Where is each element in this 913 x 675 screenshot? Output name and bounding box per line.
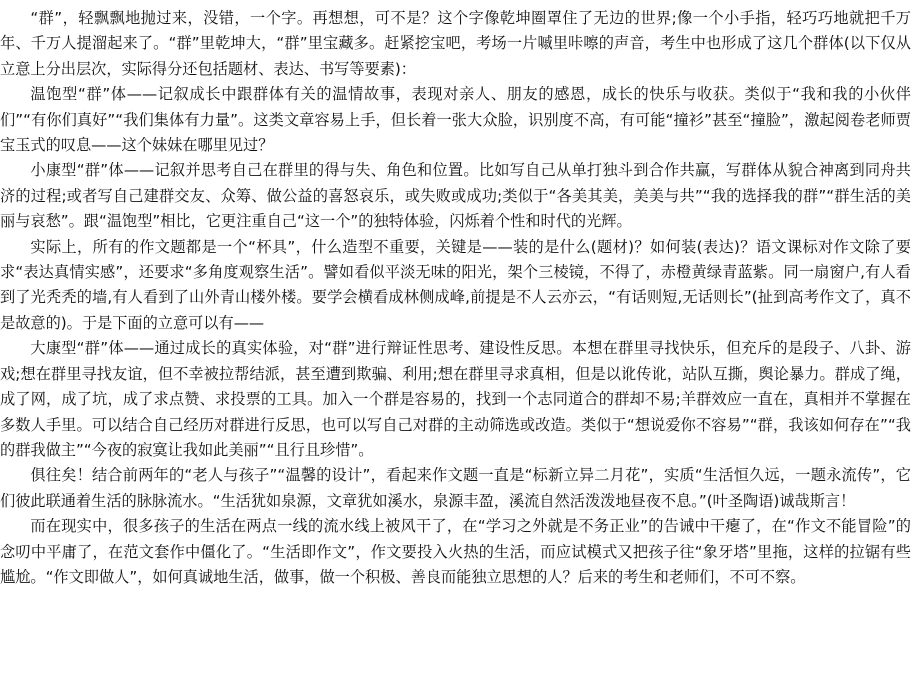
paragraph-intro: “群”，轻飘飘地抛过来，没错，一个字。再想想，可不是？这个字像乾坤圈罩住了无边的世界;像一个小手指，轻巧巧地就把千万年、千万人提溜起来了。“群”里乾坤大，“群”里宝藏多。赶紧挖宝吧，考场一片嘁里咔嚓的声音，考生中也形成了这几个群体(以下仅从立意上分出层次，实际得分还包括题材、表达、书写等要素)：: [0, 9, 911, 78]
paragraph-juwangyi: 俱往矣！结合前两年的“老人与孩子”“温馨的设计”，看起来作文题一直是“标新立异二月花”，实质“生活恒久远，一题永流传”，它们彼此联通着生活的脉脉流水。“生活犹如泉源，文章犹如溪水，泉源丰盈，溪流自然活泼泼地昼夜不息。”(叶圣陶语)诚哉斯言！: [0, 466, 911, 510]
paragraph-xiaokang: 小康型“群”体——记叙并思考自己在群里的得与失、角色和位置。比如写自己从单打独斗到合作共赢，写群体从貌合神离到同舟共济的过程;或者写自己建群交友、众筹、做公益的喜怒哀乐，或失败或成功;类似于“各美其美，美美与共”“我的选择我的群”“群生活的美丽与哀愁”。跟“温饱型”相比，它更注重自己“这一个”的独特体验，闪烁着个性和时代的光辉。: [0, 161, 911, 231]
paragraph-reality: 而在现实中，很多孩子的生活在两点一线的流水线上被风干了，在“学习之外就是不务正业”的告诫中干瘪了，在“作文不能冒险”的念叨中平庸了，在范文套作中僵化了。“生活即作文”，作文要投入火热的生活，而应试模式又把孩子往“象牙塔”里拖，这样的拉锯有些尴尬。“作文即做人”，如何真诚地生活，做事，做一个积极、善良而能独立思想的人？后来的考生和老师们，不可不察。: [0, 517, 911, 586]
paragraph-wenbao: 温饱型“群”体——记叙成长中跟群体有关的温情故事，表现对亲人、朋友的感恩，成长的快乐与收获。类似于“我和我的小伙伴们”“有你们真好”“我们集体有力量”。这类文章容易上手，但长着一张大众脸，识别度不高，有可能“撞衫”甚至“撞脸”，激起阅卷老师贾宝玉式的叹息——这个妹妹在哪里见过？: [0, 85, 911, 155]
paragraph-dakang: 大康型“群”体——通过成长的真实体验，对“群”进行辩证性思考、建设性反思。本想在群里寻找快乐，但充斥的是段子、八卦、游戏;想在群里寻找友谊，但不幸被拉帮结派，甚至遭到欺骗、利用;想在群里寻求真相，但是以讹传讹，站队互撕，舆论暴力。群成了绳，成了网，成了坑，成了求点赞、求投票的工具。加入一个群是容易的，找到一个志同道合的群却不易;羊群效应一直在，真相并不掌握在多数人手里。可以结合自己经历对群进行反思，也可以写自己对群的主动筛选或改造。类似于“想说爱你不容易”“群，我该如何存在”“我的群我做主”“今夜的寂寞让我如此美丽”“且行且珍惜”。: [0, 339, 911, 459]
paragraph-beiju: 实际上，所有的作文题都是一个“杯具”，什么造型不重要，关键是——装的是什么(题材)？如何装(表达)？语文课标对作文除了要求“表达真情实感”，还要求“多角度观察生活”。譬如看似平淡无味的阳光，架个三棱镜，不得了，赤橙黄绿青蓝紫。同一扇窗户,有人看到了光秃秃的墙,有人看到了山外青山楼外楼。要学会横看成林侧成峰,前提是不人云亦云，“有话则短,无话则长”(扯到高考作文了，真不是故意的)。于是下面的立意可以有——: [0, 237, 911, 332]
